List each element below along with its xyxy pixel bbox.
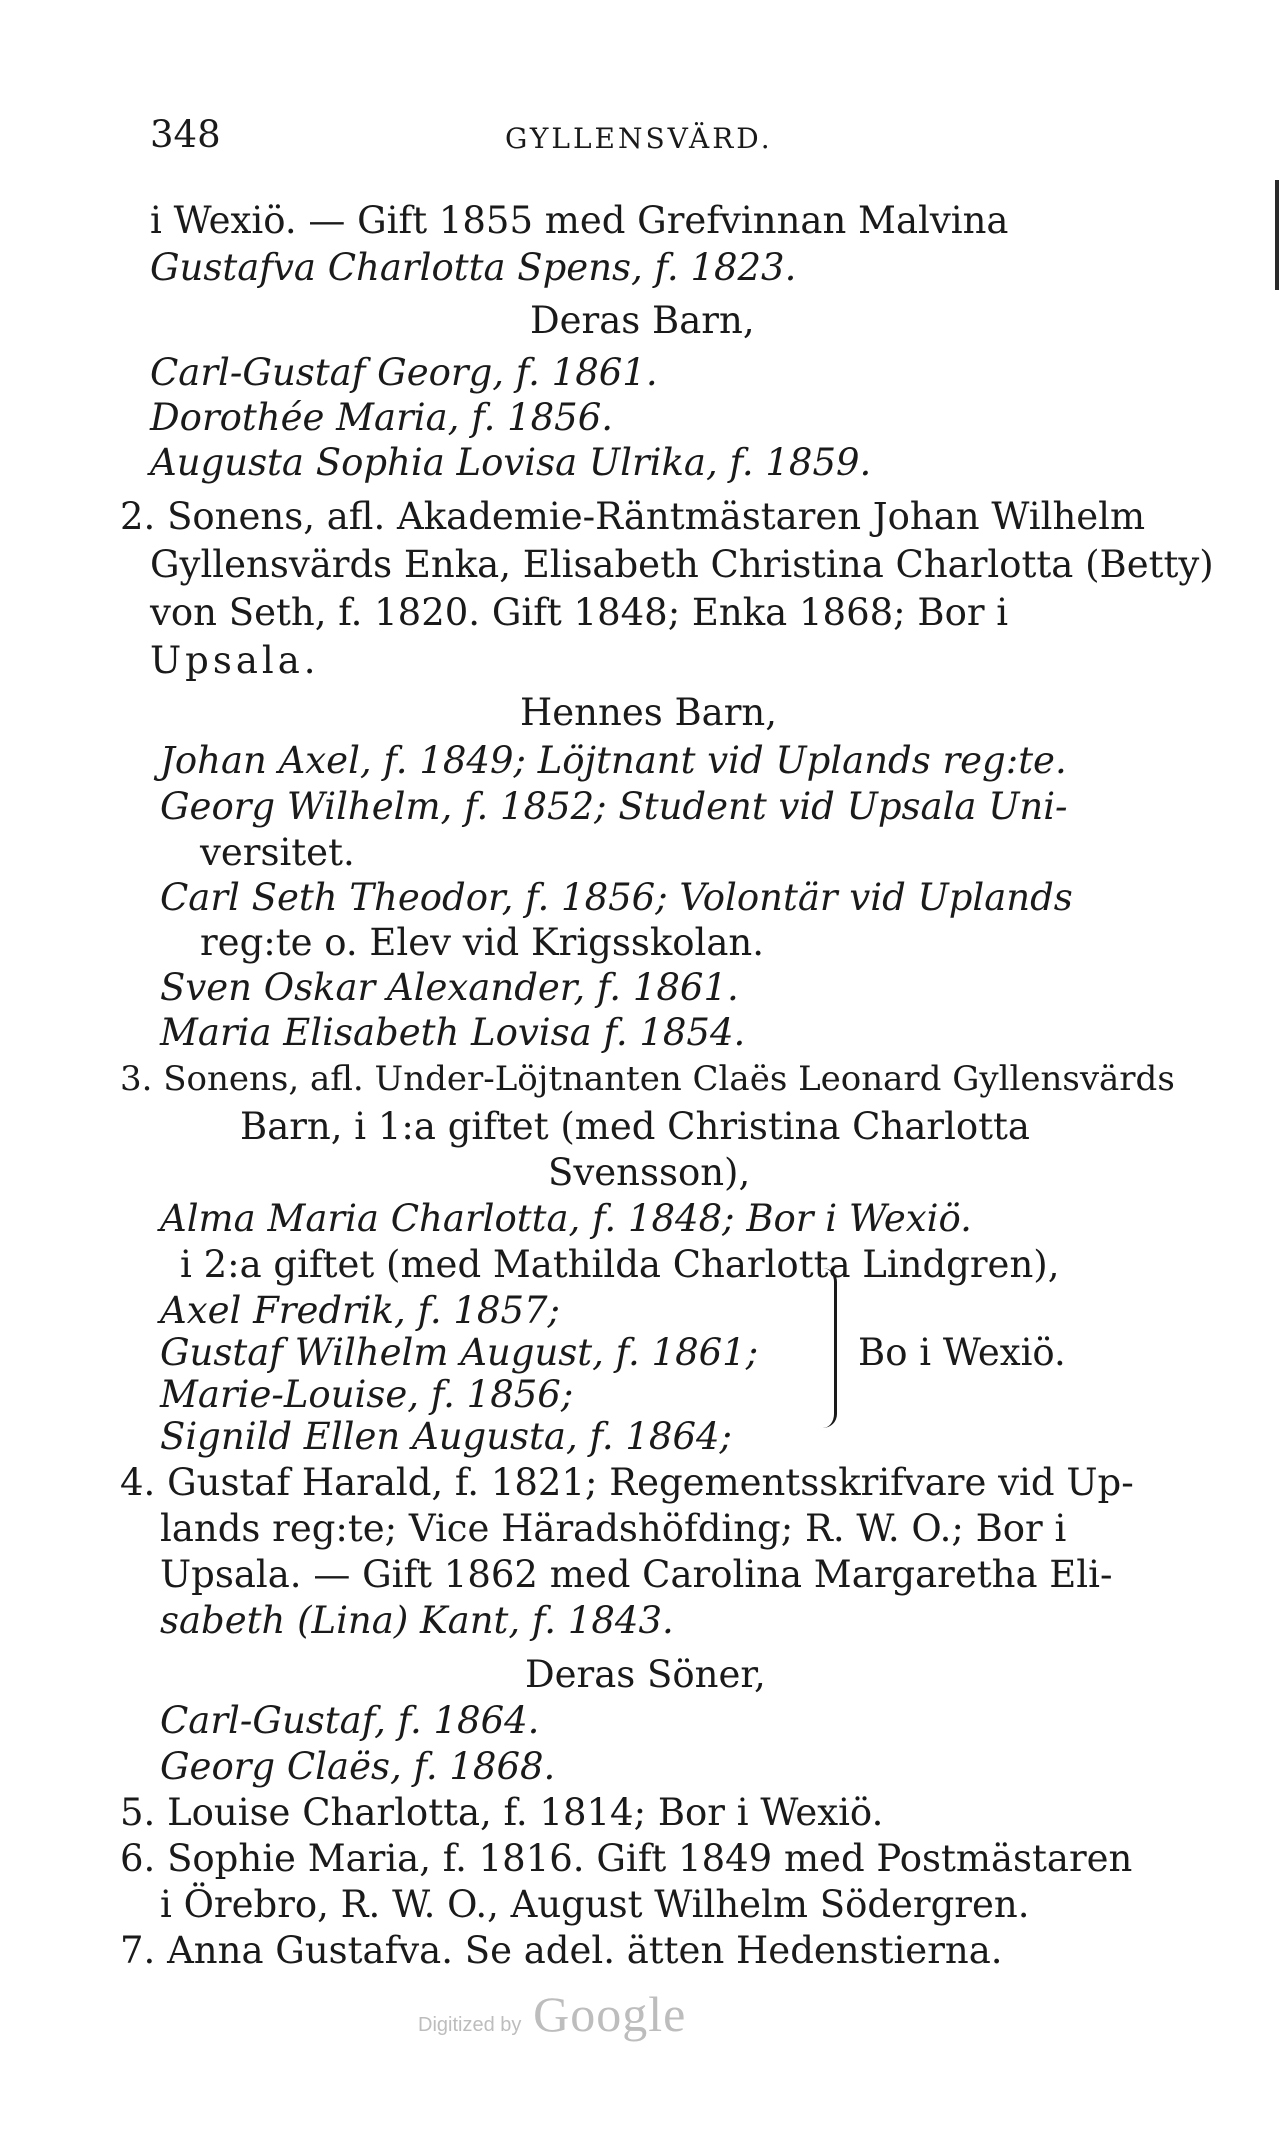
child-entry: Carl Seth Theodor, f. 1856; Volontär vid Uplands bbox=[160, 876, 1073, 919]
entry-7: 7. Anna Gustafva. Se adel. ätten Hedenstierna. bbox=[120, 1929, 1003, 1972]
text-line: lands reg:te; Vice Häradshöfding; R. W. O.; Bor i bbox=[160, 1507, 1067, 1550]
text-line: Upsala. — Gift 1862 med Carolina Margaretha Eli- bbox=[160, 1553, 1113, 1596]
entry-4: 4. Gustaf Harald, f. 1821; Regementsskrifvare vid Up- bbox=[120, 1461, 1134, 1504]
child-entry: Axel Fredrik, f. 1857; bbox=[160, 1289, 561, 1332]
google-watermark bbox=[418, 1986, 687, 2048]
watermark-brand: Google bbox=[533, 1986, 687, 2042]
watermark-prefix: Digitized by bbox=[418, 2014, 522, 2036]
residence-note: Bo i Wexiö. bbox=[858, 1331, 1066, 1374]
text-line: Barn, i 1:a giftet (med Christina Charlotta bbox=[240, 1105, 1030, 1148]
child-entry: Sven Oskar Alexander, f. 1861. bbox=[160, 966, 739, 1009]
text-line: Upsala. bbox=[150, 639, 320, 682]
child-entry: Carl-Gustaf Georg, f. 1861. bbox=[150, 351, 658, 394]
entry-2: 2. Sonens, afl. Akademie-Räntmästaren Johan Wilhelm bbox=[120, 495, 1146, 538]
entry-5: 5. Louise Charlotta, f. 1814; Bor i Wexiö. bbox=[120, 1791, 884, 1834]
entry-6: 6. Sophie Maria, f. 1816. Gift 1849 med Postmästaren bbox=[120, 1837, 1133, 1880]
child-entry: Marie-Louise, f. 1856; bbox=[160, 1373, 574, 1416]
text-line: i 2:a giftet (med Mathilda Charlotta Lindgren), bbox=[180, 1243, 1060, 1286]
section-heading: Deras Barn, bbox=[530, 299, 755, 342]
child-entry: Carl-Gustaf, f. 1864. bbox=[160, 1699, 540, 1742]
section-heading: Deras Söner, bbox=[525, 1653, 766, 1696]
child-entry: Dorothée Maria, f. 1856. bbox=[150, 396, 614, 439]
text-line: Svensson), bbox=[548, 1151, 751, 1194]
text-line: i Wexiö. — Gift 1855 med Grefvinnan Malvina bbox=[150, 199, 1009, 242]
text-line: Gyllensvärds Enka, Elisabeth Christina Charlotta (Betty) bbox=[150, 543, 1214, 586]
text-line: von Seth, f. 1820. Gift 1848; Enka 1868; Bor i bbox=[150, 591, 1009, 634]
child-entry: Johan Axel, f. 1849; Löjtnant vid Uplands reg:te. bbox=[160, 739, 1067, 782]
child-entry: Alma Maria Charlotta, f. 1848; Bor i Wexiö. bbox=[160, 1197, 972, 1240]
child-entry: Signild Ellen Augusta, f. 1864; bbox=[160, 1415, 733, 1458]
child-entry: Augusta Sophia Lovisa Ulrika, f. 1859. bbox=[150, 441, 872, 484]
child-entry: Gustaf Wilhelm August, f. 1861; bbox=[160, 1331, 759, 1374]
page-edge-mark bbox=[1275, 180, 1279, 290]
child-entry: Maria Elisabeth Lovisa f. 1854. bbox=[160, 1011, 746, 1054]
running-title: GYLLENSVÄRD. bbox=[505, 122, 773, 155]
page-number: 348 bbox=[150, 113, 221, 156]
grouping-brace bbox=[818, 1268, 837, 1428]
child-entry: Georg Claës, f. 1868. bbox=[160, 1745, 556, 1788]
text-line: Gustafva Charlotta Spens, f. 1823. bbox=[150, 246, 797, 289]
text-line: versitet. bbox=[200, 831, 355, 874]
child-entry: Georg Wilhelm, f. 1852; Student vid Upsala Uni- bbox=[160, 785, 1068, 828]
text-line: i Örebro, R. W. O., August Wilhelm Södergren. bbox=[160, 1883, 1030, 1926]
entry-3: 3. Sonens, afl. Under-Löjtnanten Claës Leonard Gyllensvärds bbox=[120, 1059, 1175, 1099]
text-line: reg:te o. Elev vid Krigsskolan. bbox=[200, 921, 764, 964]
text-line: sabeth (Lina) Kant, f. 1843. bbox=[160, 1599, 674, 1642]
section-heading: Hennes Barn, bbox=[520, 691, 777, 734]
